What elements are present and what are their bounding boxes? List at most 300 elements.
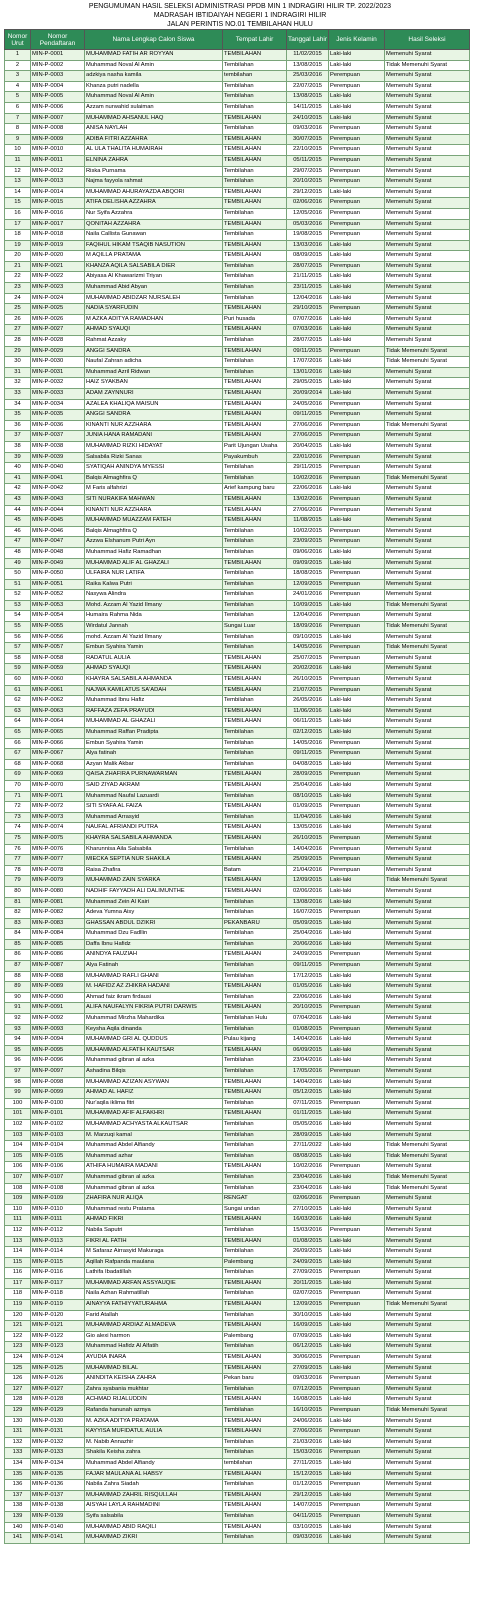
cell-tanggal-lahir: 06/11/2015 [287,717,329,728]
cell-tanggal-lahir: 07/03/2016 [287,325,329,336]
cell-hasil-seleksi: Memenuhi Syarat [385,367,470,378]
cell-nama: Embun Syahira Yamin [85,643,223,654]
cell-jenis-kelamin: Laki-laki [329,484,385,495]
cell-jenis-kelamin: Laki-laki [329,314,385,325]
cell-jenis-kelamin: Laki-laki [329,1416,385,1427]
cell-tempat-lahir: Tembilahan [223,357,287,368]
table-row [5,494,470,505]
cell-tempat-lahir: Tembilahan [223,547,287,558]
cell-jenis-kelamin: Laki-laki [329,1490,385,1501]
cell-hasil-seleksi: Memenuhi Syarat [385,632,470,643]
header-jenis-kelamin: Jenis Kelamin [329,30,385,50]
cell-jenis-kelamin: Laki-laki [329,1045,385,1056]
cell-nomor-urut: 51 [5,579,31,590]
cell-nomor-pendaftaran: MIN-P-0019 [31,240,85,251]
cell-nomor-pendaftaran: MIN-P-0079 [31,876,85,887]
cell-nomor-pendaftaran: MIN-P-0064 [31,717,85,728]
cell-nama: MUHAMMAD AHURAYAZDA ABQORI [85,187,223,198]
cell-tanggal-lahir: 14/04/2016 [287,844,329,855]
table-row [5,102,470,113]
cell-jenis-kelamin: Perempuan [329,1024,385,1035]
cell-jenis-kelamin: Perempuan [329,473,385,484]
cell-nama: Rahmat Azzaky [85,336,223,347]
cell-nomor-urut: 141 [5,1533,31,1544]
table-row [5,886,470,897]
cell-nomor-urut: 60 [5,675,31,686]
table-row [5,696,470,707]
cell-tempat-lahir: Tembilahan [223,1119,287,1130]
cell-nomor-pendaftaran: MIN-P-0036 [31,420,85,431]
cell-tanggal-lahir: 02/06/2016 [287,198,329,209]
table-row [5,1024,470,1035]
cell-nomor-pendaftaran: MIN-P-0020 [31,251,85,262]
cell-tanggal-lahir: 30/10/2015 [287,1310,329,1321]
cell-nomor-pendaftaran: MIN-P-0029 [31,346,85,357]
table-row [5,1109,470,1120]
cell-tanggal-lahir: 29/12/2015 [287,187,329,198]
cell-nomor-urut: 9 [5,134,31,145]
cell-nomor-urut: 20 [5,251,31,262]
cell-nomor-urut: 62 [5,696,31,707]
cell-tempat-lahir: TEMBILAHAN [223,685,287,696]
table-row [5,961,470,972]
cell-jenis-kelamin: Laki-laki [329,50,385,61]
cell-tempat-lahir: TEMBILAHAN [223,1045,287,1056]
cell-nama: Muhammad Abdel Alfiandy [85,1458,223,1469]
cell-hasil-seleksi: Memenuhi Syarat [385,166,470,177]
cell-jenis-kelamin: Laki-laki [329,60,385,71]
cell-nama: RAFFAZA ZEFA PRAYUDI [85,706,223,717]
cell-hasil-seleksi: Memenuhi Syarat [385,728,470,739]
cell-jenis-kelamin: Laki-laki [329,706,385,717]
cell-jenis-kelamin: Laki-laki [329,1130,385,1141]
cell-tanggal-lahir: 27/06/2016 [287,505,329,516]
cell-nomor-pendaftaran: MIN-P-0016 [31,208,85,219]
cell-hasil-seleksi: Tidak Memenuhi Syarat [385,1406,470,1417]
table-row [5,643,470,654]
cell-jenis-kelamin: Laki-laki [329,1257,385,1268]
table-row [5,653,470,664]
table-row [5,240,470,251]
cell-nama: Ahmad faiz ikram firdausi [85,992,223,1003]
cell-nomor-urut: 113 [5,1236,31,1247]
cell-tanggal-lahir: 29/11/2015 [287,463,329,474]
cell-tanggal-lahir: 08/08/2015 [287,1151,329,1162]
table-row [5,1321,470,1332]
cell-tanggal-lahir: 25/09/2015 [287,855,329,866]
cell-hasil-seleksi: Memenuhi Syarat [385,547,470,558]
cell-tempat-lahir: TEMBILAHAN [223,1427,287,1438]
cell-tempat-lahir: Tembilahan [223,1098,287,1109]
cell-nomor-pendaftaran: MIN-P-0120 [31,1310,85,1321]
cell-nomor-urut: 52 [5,590,31,601]
cell-tanggal-lahir: 08/09/2015 [287,251,329,262]
cell-nomor-urut: 75 [5,833,31,844]
cell-tanggal-lahir: 09/11/2015 [287,346,329,357]
cell-tanggal-lahir: 27/09/2015 [287,1363,329,1374]
cell-nama: NAUFAL AFRIANDI PUTRA [85,823,223,834]
cell-tanggal-lahir: 30/06/2015 [287,1353,329,1364]
cell-tempat-lahir: Tembilahan [223,283,287,294]
table-row [5,1353,470,1364]
cell-tempat-lahir: TEMBILAHAN [223,982,287,993]
cell-nama: KINANTI NUR AZZHARA [85,505,223,516]
cell-hasil-seleksi: Memenuhi Syarat [385,1490,470,1501]
cell-hasil-seleksi: Memenuhi Syarat [385,1384,470,1395]
cell-nomor-urut: 67 [5,749,31,760]
cell-nama: Balqis Almaghfira Q [85,526,223,537]
cell-nomor-urut: 26 [5,314,31,325]
cell-tanggal-lahir: 12/09/2015 [287,1300,329,1311]
cell-hasil-seleksi: Memenuhi Syarat [385,865,470,876]
cell-nomor-pendaftaran: MIN-P-0136 [31,1480,85,1491]
cell-hasil-seleksi: Memenuhi Syarat [385,802,470,813]
cell-nama: ATIFA DELISHA AZZAHRA [85,198,223,209]
cell-nama: ADIBA FITRI AZZAHRA [85,134,223,145]
cell-tempat-lahir: Pekan baru [223,1374,287,1385]
cell-nama: Muhammad Noval Al Amin [85,60,223,71]
table-row [5,1056,470,1067]
cell-nama: Muhammad Ibnu Hafiz [85,696,223,707]
cell-nomor-urut: 32 [5,378,31,389]
title-line-3: JALAN PERINTIS NO.01 TEMBILAHAN HULU [167,21,313,28]
cell-nama: MUHAMMAD ALFATIH KAUTSAR [85,1045,223,1056]
cell-tanggal-lahir: 12/09/2015 [287,876,329,887]
cell-nomor-pendaftaran: MIN-P-0054 [31,611,85,622]
cell-hasil-seleksi: Tidak Memenuhi Syarat [385,1141,470,1152]
cell-nomor-pendaftaran: MIN-P-0061 [31,685,85,696]
cell-nama: MUHAMMAD AFIF ALFAKHRI [85,1109,223,1120]
cell-jenis-kelamin: Laki-laki [329,1151,385,1162]
cell-tempat-lahir: Tembilahan [223,1384,287,1395]
cell-jenis-kelamin: Perempuan [329,526,385,537]
cell-tempat-lahir: TEMBILAHAN [223,431,287,442]
cell-nama: Naila Callista Gunawan [85,230,223,241]
cell-nomor-pendaftaran: MIN-P-0026 [31,314,85,325]
cell-jenis-kelamin: Perempuan [329,590,385,601]
cell-nama: Aqillah Rafpanda maulana [85,1257,223,1268]
cell-tanggal-lahir: 25/07/2015 [287,653,329,664]
cell-nomor-pendaftaran: MIN-P-0110 [31,1204,85,1215]
cell-nama: AHMAD AL HAFIZ [85,1088,223,1099]
cell-nomor-pendaftaran: MIN-P-0033 [31,389,85,400]
table-row [5,505,470,516]
cell-nomor-urut: 70 [5,780,31,791]
cell-hasil-seleksi: Memenuhi Syarat [385,113,470,124]
cell-nomor-pendaftaran: MIN-P-0008 [31,124,85,135]
cell-tanggal-lahir: 02/06/2016 [287,886,329,897]
cell-nomor-pendaftaran: MIN-P-0123 [31,1342,85,1353]
cell-jenis-kelamin: Laki-laki [329,1522,385,1533]
cell-tempat-lahir: TEMBILAHAN [223,420,287,431]
cell-tanggal-lahir: 27/06/2016 [287,420,329,431]
cell-jenis-kelamin: Perempuan [329,643,385,654]
cell-hasil-seleksi: Tidak Memenuhi Syarat [385,876,470,887]
cell-tempat-lahir: TEMBILAHAN [223,1469,287,1480]
cell-nomor-urut: 107 [5,1172,31,1183]
cell-nama: mohd. Azzam Al Yazid Ilmany [85,632,223,643]
cell-hasil-seleksi: Tidak Memenuhi Syarat [385,600,470,611]
cell-tanggal-lahir: 24/09/2015 [287,1257,329,1268]
cell-nama: Farid Atallah [85,1310,223,1321]
cell-jenis-kelamin: Perempuan [329,622,385,633]
table-row [5,1268,470,1279]
cell-jenis-kelamin: Perempuan [329,961,385,972]
table-row [5,1151,470,1162]
cell-nomor-urut: 128 [5,1395,31,1406]
cell-nomor-urut: 19 [5,240,31,251]
title-line-1: PENGUMUMAN HASIL SELEKSI ADMINISTRASI PPDB MIN 1 INDRAGIRI HILIR TP. 2022/2023 [88,3,392,10]
table-row [5,1427,470,1438]
cell-hasil-seleksi: Memenuhi Syarat [385,992,470,1003]
cell-tanggal-lahir: 20/11/2015 [287,1278,329,1289]
cell-nomor-urut: 134 [5,1458,31,1469]
cell-tanggal-lahir: 09/10/2015 [287,632,329,643]
cell-tempat-lahir: TEMBILAHAN [223,134,287,145]
cell-nama: Daffa Ibnu Hafidz [85,939,223,950]
cell-nomor-urut: 7 [5,113,31,124]
cell-tanggal-lahir: 23/04/2016 [287,1056,329,1067]
cell-tempat-lahir: TEMBILAHAN [223,717,287,728]
cell-tanggal-lahir: 04/08/2015 [287,759,329,770]
cell-jenis-kelamin: Perempuan [329,844,385,855]
table-row [5,728,470,739]
cell-hasil-seleksi: Memenuhi Syarat [385,696,470,707]
table-row [5,685,470,696]
cell-nama: KINANTI NUR AZZHARA [85,420,223,431]
cell-nama: Muhammad Naufal Lazuardi [85,791,223,802]
cell-hasil-seleksi: Memenuhi Syarat [385,177,470,188]
cell-nomor-pendaftaran: MIN-P-0119 [31,1300,85,1311]
cell-nomor-pendaftaran: MIN-P-0027 [31,325,85,336]
cell-nomor-urut: 129 [5,1406,31,1417]
cell-tempat-lahir: Tembilahan [223,102,287,113]
cell-nomor-pendaftaran: MIN-P-0025 [31,304,85,315]
cell-tempat-lahir: Tembilahan [223,1225,287,1236]
cell-nomor-pendaftaran: MIN-P-0135 [31,1469,85,1480]
cell-nomor-urut: 97 [5,1067,31,1078]
table-row [5,314,470,325]
cell-tanggal-lahir: 06/09/2015 [287,1045,329,1056]
cell-tanggal-lahir: 21/07/2015 [287,685,329,696]
cell-nomor-urut: 106 [5,1162,31,1173]
table-row [5,1236,470,1247]
cell-hasil-seleksi: Memenuhi Syarat [385,1014,470,1025]
cell-nama: Zahra syabania mukhtar [85,1384,223,1395]
cell-nomor-urut: 29 [5,346,31,357]
cell-tanggal-lahir: 09/11/2015 [287,961,329,972]
cell-nomor-urut: 84 [5,929,31,940]
cell-jenis-kelamin: Perempuan [329,134,385,145]
cell-tanggal-lahir: 05/09/2015 [287,918,329,929]
cell-hasil-seleksi: Memenuhi Syarat [385,1268,470,1279]
cell-nomor-urut: 50 [5,569,31,580]
table-row [5,71,470,82]
cell-tempat-lahir: TEMBILAHAN [223,823,287,834]
cell-nama: ALIFA NAUFALYN FIKRIA PUTRI DARWIS [85,1003,223,1014]
cell-nama: Muhammad Hafidz Al Alfatih [85,1342,223,1353]
cell-jenis-kelamin: Perempuan [329,1501,385,1512]
cell-jenis-kelamin: Laki-laki [329,251,385,262]
cell-nama: MUHAMMAD ACHYASTA ALKAUTSAR [85,1119,223,1130]
cell-nomor-urut: 73 [5,812,31,823]
cell-tempat-lahir: Tembilahan [223,908,287,919]
cell-tanggal-lahir: 16/07/2015 [287,908,329,919]
cell-tanggal-lahir: 12/04/2016 [287,293,329,304]
table-row [5,431,470,442]
cell-tempat-lahir: Tembilahan [223,1067,287,1078]
cell-tempat-lahir: TEMBILAHAN [223,1353,287,1364]
cell-nomor-urut: 89 [5,982,31,993]
cell-tanggal-lahir: 28/09/2015 [287,770,329,781]
cell-tanggal-lahir: 12/09/2015 [287,579,329,590]
cell-jenis-kelamin: Perempuan [329,346,385,357]
cell-nomor-pendaftaran: MIN-P-0001 [31,50,85,61]
cell-tempat-lahir: Tembilahan [223,1056,287,1067]
cell-nomor-pendaftaran: MIN-P-0040 [31,463,85,474]
cell-tanggal-lahir: 09/03/2016 [287,124,329,135]
cell-nama: MUHAMMAD ZIKRI [85,1533,223,1544]
cell-hasil-seleksi: Memenuhi Syarat [385,389,470,400]
cell-jenis-kelamin: Laki-laki [329,1204,385,1215]
cell-nomor-urut: 3 [5,71,31,82]
cell-nomor-pendaftaran: MIN-P-0011 [31,155,85,166]
cell-jenis-kelamin: Laki-laki [329,1458,385,1469]
cell-tempat-lahir: TEMBILAHAN [223,145,287,156]
cell-tanggal-lahir: 02/07/2015 [287,1289,329,1300]
table-row [5,134,470,145]
cell-tempat-lahir: Tembilahan [223,272,287,283]
cell-tempat-lahir: Tembilahan [223,1141,287,1152]
cell-tanggal-lahir: 15/12/2015 [287,1469,329,1480]
cell-nama: Muhammad gibran al azka [85,1056,223,1067]
cell-nomor-urut: 10 [5,145,31,156]
cell-hasil-seleksi: Memenuhi Syarat [385,1416,470,1427]
cell-tanggal-lahir: 30/07/2015 [287,134,329,145]
cell-jenis-kelamin: Perempuan [329,749,385,760]
cell-hasil-seleksi: Tidak Memenuhi Syarat [385,473,470,484]
cell-jenis-kelamin: Perempuan [329,1003,385,1014]
cell-tanggal-lahir: 27/11/2015 [287,1458,329,1469]
cell-nomor-pendaftaran: MIN-P-0097 [31,1067,85,1078]
cell-nomor-urut: 78 [5,865,31,876]
cell-nomor-urut: 34 [5,399,31,410]
cell-hasil-seleksi: Tidak Memenuhi Syarat [385,1183,470,1194]
cell-nama: Rafanda hanunah azmya [85,1406,223,1417]
cell-nomor-urut: 37 [5,431,31,442]
selection-results-table [4,29,470,1544]
cell-nomor-pendaftaran: MIN-P-0075 [31,833,85,844]
cell-nama: SAID ZIYAD AKRAM [85,780,223,791]
table-row [5,1003,470,1014]
cell-tanggal-lahir: 07/04/2016 [287,1014,329,1025]
cell-jenis-kelamin: Perempuan [329,569,385,580]
cell-tanggal-lahir: 21/11/2015 [287,272,329,283]
cell-nomor-pendaftaran: MIN-P-0010 [31,145,85,156]
cell-nama: MIECKA SEPTIA NUR SHAKILA [85,855,223,866]
cell-jenis-kelamin: Perempuan [329,219,385,230]
table-row [5,473,470,484]
cell-tanggal-lahir: 14/11/2015 [287,102,329,113]
cell-nama: Muhammad restu Pratama [85,1204,223,1215]
cell-nomor-urut: 63 [5,706,31,717]
cell-tanggal-lahir: 14/05/2016 [287,738,329,749]
cell-tempat-lahir: TEMBILAHAN [223,802,287,813]
table-row [5,187,470,198]
cell-hasil-seleksi: Memenuhi Syarat [385,145,470,156]
cell-nomor-pendaftaran: MIN-P-0076 [31,844,85,855]
cell-nomor-urut: 46 [5,526,31,537]
table-header-row [5,30,470,50]
cell-tempat-lahir: TEMBILAHAN [223,325,287,336]
cell-jenis-kelamin: Laki-laki [329,516,385,527]
table-row [5,92,470,103]
table-row [5,547,470,558]
cell-nama: QAISA ZHAFIRA PURNAWARMAN [85,770,223,781]
cell-nomor-urut: 36 [5,420,31,431]
cell-nama: Mohd. Azzam Al Yazid Ilmany [85,600,223,611]
cell-hasil-seleksi: Memenuhi Syarat [385,844,470,855]
table-row [5,622,470,633]
table-row [5,1247,470,1258]
cell-hasil-seleksi: Memenuhi Syarat [385,484,470,495]
cell-jenis-kelamin: Perempuan [329,1406,385,1417]
cell-nomor-urut: 92 [5,1014,31,1025]
cell-tempat-lahir: Tembilahan [223,1130,287,1141]
cell-nomor-pendaftaran: MIN-P-0101 [31,1109,85,1120]
cell-nomor-pendaftaran: MIN-P-0112 [31,1225,85,1236]
cell-nomor-urut: 94 [5,1035,31,1046]
header-nomor-pendaftaran: Nomor Pendaftaran [31,30,85,50]
cell-tempat-lahir: TEMBILAHAN [223,780,287,791]
cell-nomor-urut: 5 [5,92,31,103]
cell-nama: M. AZKA ADITYA PRATAMA [85,1416,223,1427]
cell-nomor-pendaftaran: MIN-P-0141 [31,1533,85,1544]
cell-nomor-pendaftaran: MIN-P-0116 [31,1268,85,1279]
cell-tanggal-lahir: 24/01/2016 [287,590,329,601]
cell-nama: Azzwa Elshanum Putri Ayn [85,537,223,548]
cell-jenis-kelamin: Laki-laki [329,696,385,707]
table-row [5,717,470,728]
cell-jenis-kelamin: Laki-laki [329,293,385,304]
table-row [5,664,470,675]
table-row [5,124,470,135]
cell-jenis-kelamin: Perempuan [329,579,385,590]
cell-tempat-lahir: TEMBILAHAN [223,378,287,389]
cell-jenis-kelamin: Laki-laki [329,780,385,791]
cell-nomor-pendaftaran: MIN-P-0109 [31,1194,85,1205]
table-row [5,844,470,855]
cell-nama: AZALEA KHALIQA MAISUN [85,399,223,410]
cell-tempat-lahir: TEMBILAHAN [223,770,287,781]
cell-jenis-kelamin: Laki-laki [329,240,385,251]
table-row [5,1014,470,1025]
cell-nama: NADIA SYARFUDIN [85,304,223,315]
cell-nomor-pendaftaran: MIN-P-0018 [31,230,85,241]
cell-nama: Abiyasa Al Khawarizmi Triyan [85,272,223,283]
table-row [5,251,470,262]
cell-nomor-urut: 61 [5,685,31,696]
cell-tempat-lahir: TEMBILAHAN [223,389,287,400]
cell-jenis-kelamin: Perempuan [329,71,385,82]
cell-tempat-lahir: Tembilahan [223,336,287,347]
cell-jenis-kelamin: Perempuan [329,145,385,156]
cell-jenis-kelamin: Perempuan [329,653,385,664]
cell-nomor-urut: 56 [5,632,31,643]
cell-nama: MUHAMMAD ALIF AL GHAZALI [85,558,223,569]
cell-tempat-lahir: TEMBILAHAN [223,251,287,262]
cell-tanggal-lahir: 11/04/2016 [287,812,329,823]
